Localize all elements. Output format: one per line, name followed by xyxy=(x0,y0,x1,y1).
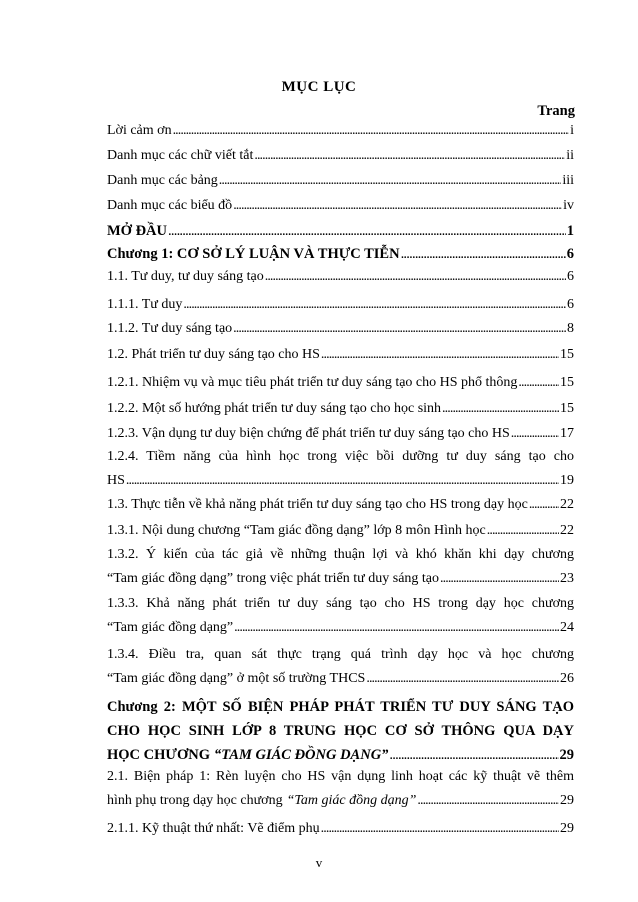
toc-entry-page: 22 xyxy=(560,497,574,512)
toc-entry-page: iii xyxy=(562,173,574,188)
toc-entry[interactable] xyxy=(107,172,574,189)
toc-entry-title: 1.1.2. Tư duy sáng tạo xyxy=(107,321,233,336)
toc-entry-page: 15 xyxy=(560,401,574,416)
dot-leader xyxy=(529,496,559,513)
toc-entry-page: 15 xyxy=(560,375,574,390)
toc-title: MỤC LỤC xyxy=(281,79,357,95)
toc-entry-page: 29 xyxy=(560,821,574,836)
toc-entry[interactable] xyxy=(107,374,574,391)
toc-entry-page: 8 xyxy=(567,321,574,336)
toc-entry-page: 6 xyxy=(567,269,574,284)
toc-entry[interactable] xyxy=(107,768,574,809)
toc-entry[interactable] xyxy=(107,346,574,363)
dot-leader xyxy=(401,244,566,264)
toc-entry[interactable] xyxy=(107,496,574,513)
toc-entry-page: 23 xyxy=(560,571,574,586)
toc-entry[interactable] xyxy=(107,697,574,765)
toc-entry[interactable] xyxy=(107,122,574,139)
toc-entry-text-line: 1.2.4. Tiềm năng của hình học trong việc bồi dưỡng tư duy sáng tạo cho xyxy=(107,449,574,464)
toc-entry-title: 1.2. Phát triển tư duy sáng tạo cho HS xyxy=(107,347,320,362)
toc-entry[interactable] xyxy=(107,546,574,587)
toc-entry-title: “Tam giác đồng dạng” trong việc phát triển tư duy sáng tạo xyxy=(107,571,440,586)
dot-leader xyxy=(219,172,562,189)
dot-leader xyxy=(442,400,559,417)
dot-leader xyxy=(321,346,559,363)
toc-entry-title: 1.3.1. Nội dung chương “Tam giác đồng dạng” lớp 8 môn Hình học xyxy=(107,523,486,538)
toc-entry-title: 1.2.1. Nhiệm vụ và mục tiêu phát triển tư duy sáng tạo cho HS phổ thông xyxy=(107,375,518,390)
toc-entry-title: 1.1. Tư duy, tư duy sáng tạo xyxy=(107,269,264,284)
toc-entry-title: MỞ ĐẦU xyxy=(107,223,168,239)
toc-entry-title: “Tam giác đồng dạng” ở một số trường THCS xyxy=(107,671,366,686)
toc-entry[interactable] xyxy=(107,522,574,539)
toc-entry[interactable] xyxy=(107,646,574,687)
toc-entry-title: hình phụ trong dạy học chương xyxy=(107,793,283,808)
toc-entry-text-line: 1.3.4. Điều tra, quan sát thực trạng quá trình dạy học và học chương xyxy=(107,647,574,662)
toc-entry-title: Danh mục các chữ viết tắt xyxy=(107,148,254,163)
dot-leader xyxy=(126,472,559,489)
toc-entry-text-line: 1.3.3. Khả năng phát triển tư duy sáng tạo cho HS trong dạy học chương xyxy=(107,596,574,611)
toc-entry-page: 29 xyxy=(559,747,574,763)
page-number: v xyxy=(315,855,323,870)
toc-entry-title: 1.3. Thực tiễn về khả năng phát triển tư duy sáng tạo cho HS trong dạy học xyxy=(107,497,528,512)
toc-entry[interactable] xyxy=(107,595,574,636)
page-column-header: Trang xyxy=(537,103,575,119)
dot-leader xyxy=(173,122,570,139)
toc-entry-text-line: 1.3.2. Ý kiến của tác giả về những thuận lợi và khó khăn khi dạy chương xyxy=(107,547,574,562)
toc-entry-page: 24 xyxy=(560,620,574,635)
toc-entry-title: 2.1.1. Kỹ thuật thứ nhất: Vẽ điểm phụ xyxy=(107,821,320,836)
toc-entry-title: Danh mục các bảng xyxy=(107,173,218,188)
dot-leader xyxy=(417,792,559,809)
toc-entry[interactable] xyxy=(107,244,574,264)
toc-entry-page: i xyxy=(570,123,574,138)
toc-entry-page: 22 xyxy=(560,523,574,538)
toc-entry-page: 29 xyxy=(560,793,574,808)
toc-entry-title: 1.1.1. Tư duy xyxy=(107,297,183,312)
dot-leader xyxy=(233,320,566,337)
dot-leader xyxy=(389,745,558,765)
toc-entry-title: 1.2.3. Vận dụng tư duy biện chứng để phát triển tư duy sáng tạo cho HS xyxy=(107,426,510,441)
dot-leader xyxy=(254,147,565,164)
toc-entry-title-italic: “TAM GIÁC ĐỒNG DẠNG” xyxy=(213,747,389,763)
dot-leader xyxy=(183,296,566,313)
toc-entry-page: 6 xyxy=(567,297,574,312)
toc-entry[interactable] xyxy=(107,820,574,837)
toc-entry-title: HS xyxy=(107,473,125,488)
toc-entry-title: Lời cảm ơn xyxy=(107,123,172,138)
dot-leader xyxy=(321,820,559,837)
toc-entry[interactable] xyxy=(107,400,574,417)
toc-entry-page: 26 xyxy=(560,671,574,686)
toc-entry-page: iv xyxy=(563,198,574,213)
toc-entry-page: 17 xyxy=(560,426,574,441)
toc-entry-title: 1.2.2. Một số hướng phát triển tư duy sáng tạo cho học sinh xyxy=(107,401,442,416)
toc-entry-title: “Tam giác đồng dạng” xyxy=(107,620,234,635)
toc-entry-title: Chương 1: CƠ SỞ LÝ LUẬN VÀ THỰC TIỄN xyxy=(107,246,400,262)
dot-leader xyxy=(233,197,562,214)
dot-leader xyxy=(487,522,559,539)
dot-leader xyxy=(265,268,566,285)
toc-entry[interactable] xyxy=(107,448,574,489)
dot-leader xyxy=(440,570,559,587)
dot-leader xyxy=(366,670,559,687)
toc-entry-page: 6 xyxy=(566,246,574,262)
toc-entry[interactable] xyxy=(107,296,574,313)
toc-entry-text-line: CHO HỌC SINH LỚP 8 TRUNG HỌC CƠ SỞ THÔNG QUA DẠY xyxy=(107,723,574,739)
dot-leader xyxy=(511,425,559,442)
toc-entry[interactable] xyxy=(107,425,574,442)
toc-entry-page: ii xyxy=(566,148,574,163)
toc-entry-page: 1 xyxy=(566,223,574,239)
dot-leader xyxy=(168,221,566,241)
dot-leader xyxy=(234,619,559,636)
toc-entry-text-line: 2.1. Biện pháp 1: Rèn luyện cho HS vận dụng linh hoạt các kỹ thuật vẽ thêm xyxy=(107,769,574,784)
toc-entry-page: 19 xyxy=(560,473,574,488)
toc-entry-title-italic: “Tam giác đồng dạng” xyxy=(286,793,417,808)
dot-leader xyxy=(518,374,559,391)
toc-entry-text-line: Chương 2: MỘT SỐ BIỆN PHÁP PHÁT TRIỂN TƯ DUY SÁNG TẠO xyxy=(107,699,574,715)
toc-entry-page: 15 xyxy=(560,347,574,362)
toc-entry-title: HỌC CHƯƠNG xyxy=(107,747,210,763)
toc-entry[interactable] xyxy=(107,268,574,285)
toc-entry[interactable] xyxy=(107,147,574,164)
toc-entry[interactable] xyxy=(107,320,574,337)
toc-entry[interactable] xyxy=(107,197,574,214)
toc-entry[interactable] xyxy=(107,221,574,241)
toc-entry-title: Danh mục các biểu đồ xyxy=(107,198,233,213)
